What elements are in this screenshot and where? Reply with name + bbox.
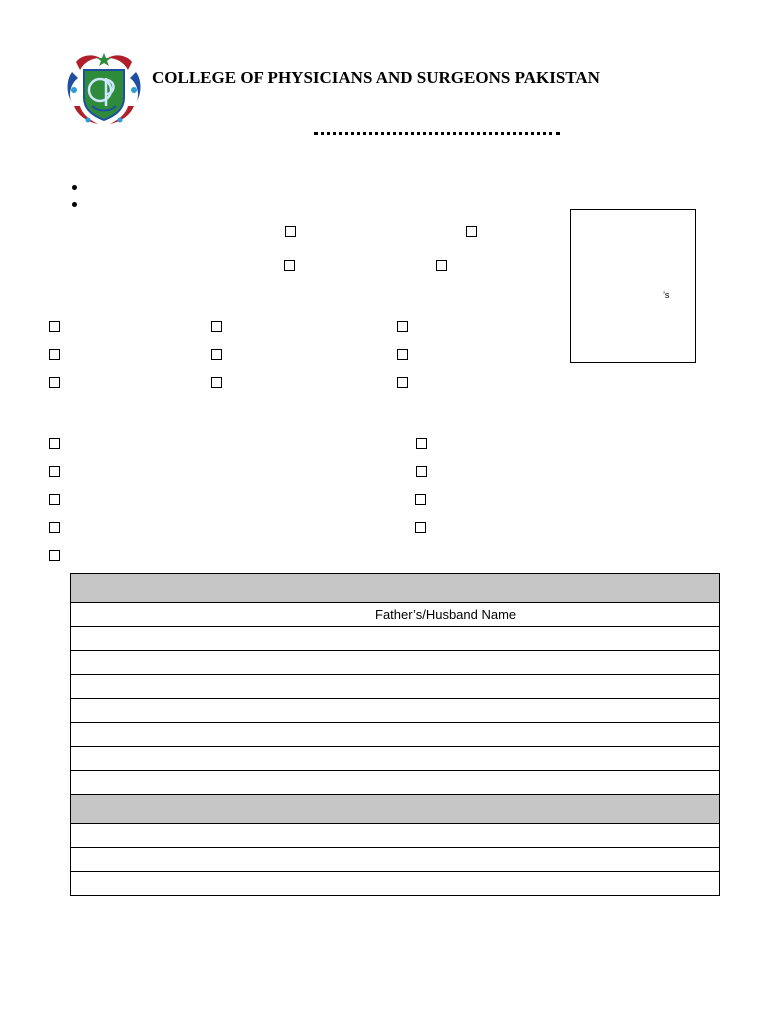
table-row[interactable] [71, 723, 720, 747]
table-row[interactable] [71, 824, 720, 848]
table-cell[interactable] [71, 675, 720, 699]
checkbox[interactable] [416, 466, 427, 477]
table-row[interactable] [71, 872, 720, 896]
table-cell[interactable] [71, 771, 720, 795]
fathers-husband-name-label: Father’s/Husband Name [375, 607, 517, 622]
section-header-cell [71, 574, 720, 603]
bullet-2 [72, 202, 77, 207]
institution-title: COLLEGE OF PHYSICIANS AND SURGEONS PAKISTAN [152, 68, 600, 87]
checkbox[interactable] [49, 438, 60, 449]
checkbox[interactable] [49, 377, 60, 388]
checkbox[interactable] [416, 438, 427, 449]
table-row[interactable] [71, 627, 720, 651]
section-header-cell [71, 795, 720, 824]
table-cell[interactable] [71, 747, 720, 771]
checkbox[interactable] [397, 349, 408, 360]
photo-label: ’s [663, 290, 670, 300]
checkbox[interactable] [397, 377, 408, 388]
checkbox[interactable] [211, 377, 222, 388]
checkbox[interactable] [397, 321, 408, 332]
checkbox[interactable] [49, 321, 60, 332]
table-row[interactable] [71, 675, 720, 699]
table-row[interactable] [71, 848, 720, 872]
table-cell[interactable] [71, 651, 720, 675]
checkbox[interactable] [466, 226, 477, 237]
table-row[interactable] [71, 747, 720, 771]
photograph-box [570, 209, 696, 363]
checkbox[interactable] [49, 550, 60, 561]
checkbox[interactable] [415, 494, 426, 505]
table-cell[interactable] [71, 603, 720, 627]
checkbox[interactable] [49, 349, 60, 360]
section-header-row [71, 795, 720, 824]
checkbox[interactable] [49, 522, 60, 533]
details-table [70, 573, 720, 896]
table-cell[interactable] [71, 699, 720, 723]
table-row[interactable] [71, 651, 720, 675]
fill-in-dotted-line[interactable] [314, 132, 560, 135]
cpsp-crest-icon [64, 50, 144, 128]
table-row[interactable] [71, 699, 720, 723]
section-header-row [71, 574, 720, 603]
bullet-1 [72, 185, 77, 190]
checkbox[interactable] [284, 260, 295, 271]
checkbox[interactable] [211, 321, 222, 332]
checkbox[interactable] [49, 494, 60, 505]
table-cell[interactable] [71, 723, 720, 747]
table-cell[interactable] [71, 627, 720, 651]
checkbox[interactable] [285, 226, 296, 237]
table-cell[interactable] [71, 872, 720, 896]
table-row[interactable] [71, 771, 720, 795]
checkbox[interactable] [211, 349, 222, 360]
table-cell[interactable] [71, 848, 720, 872]
checkbox[interactable] [436, 260, 447, 271]
checkbox[interactable] [415, 522, 426, 533]
table-cell[interactable] [71, 824, 720, 848]
checkbox[interactable] [49, 466, 60, 477]
table-row[interactable] [71, 603, 720, 627]
